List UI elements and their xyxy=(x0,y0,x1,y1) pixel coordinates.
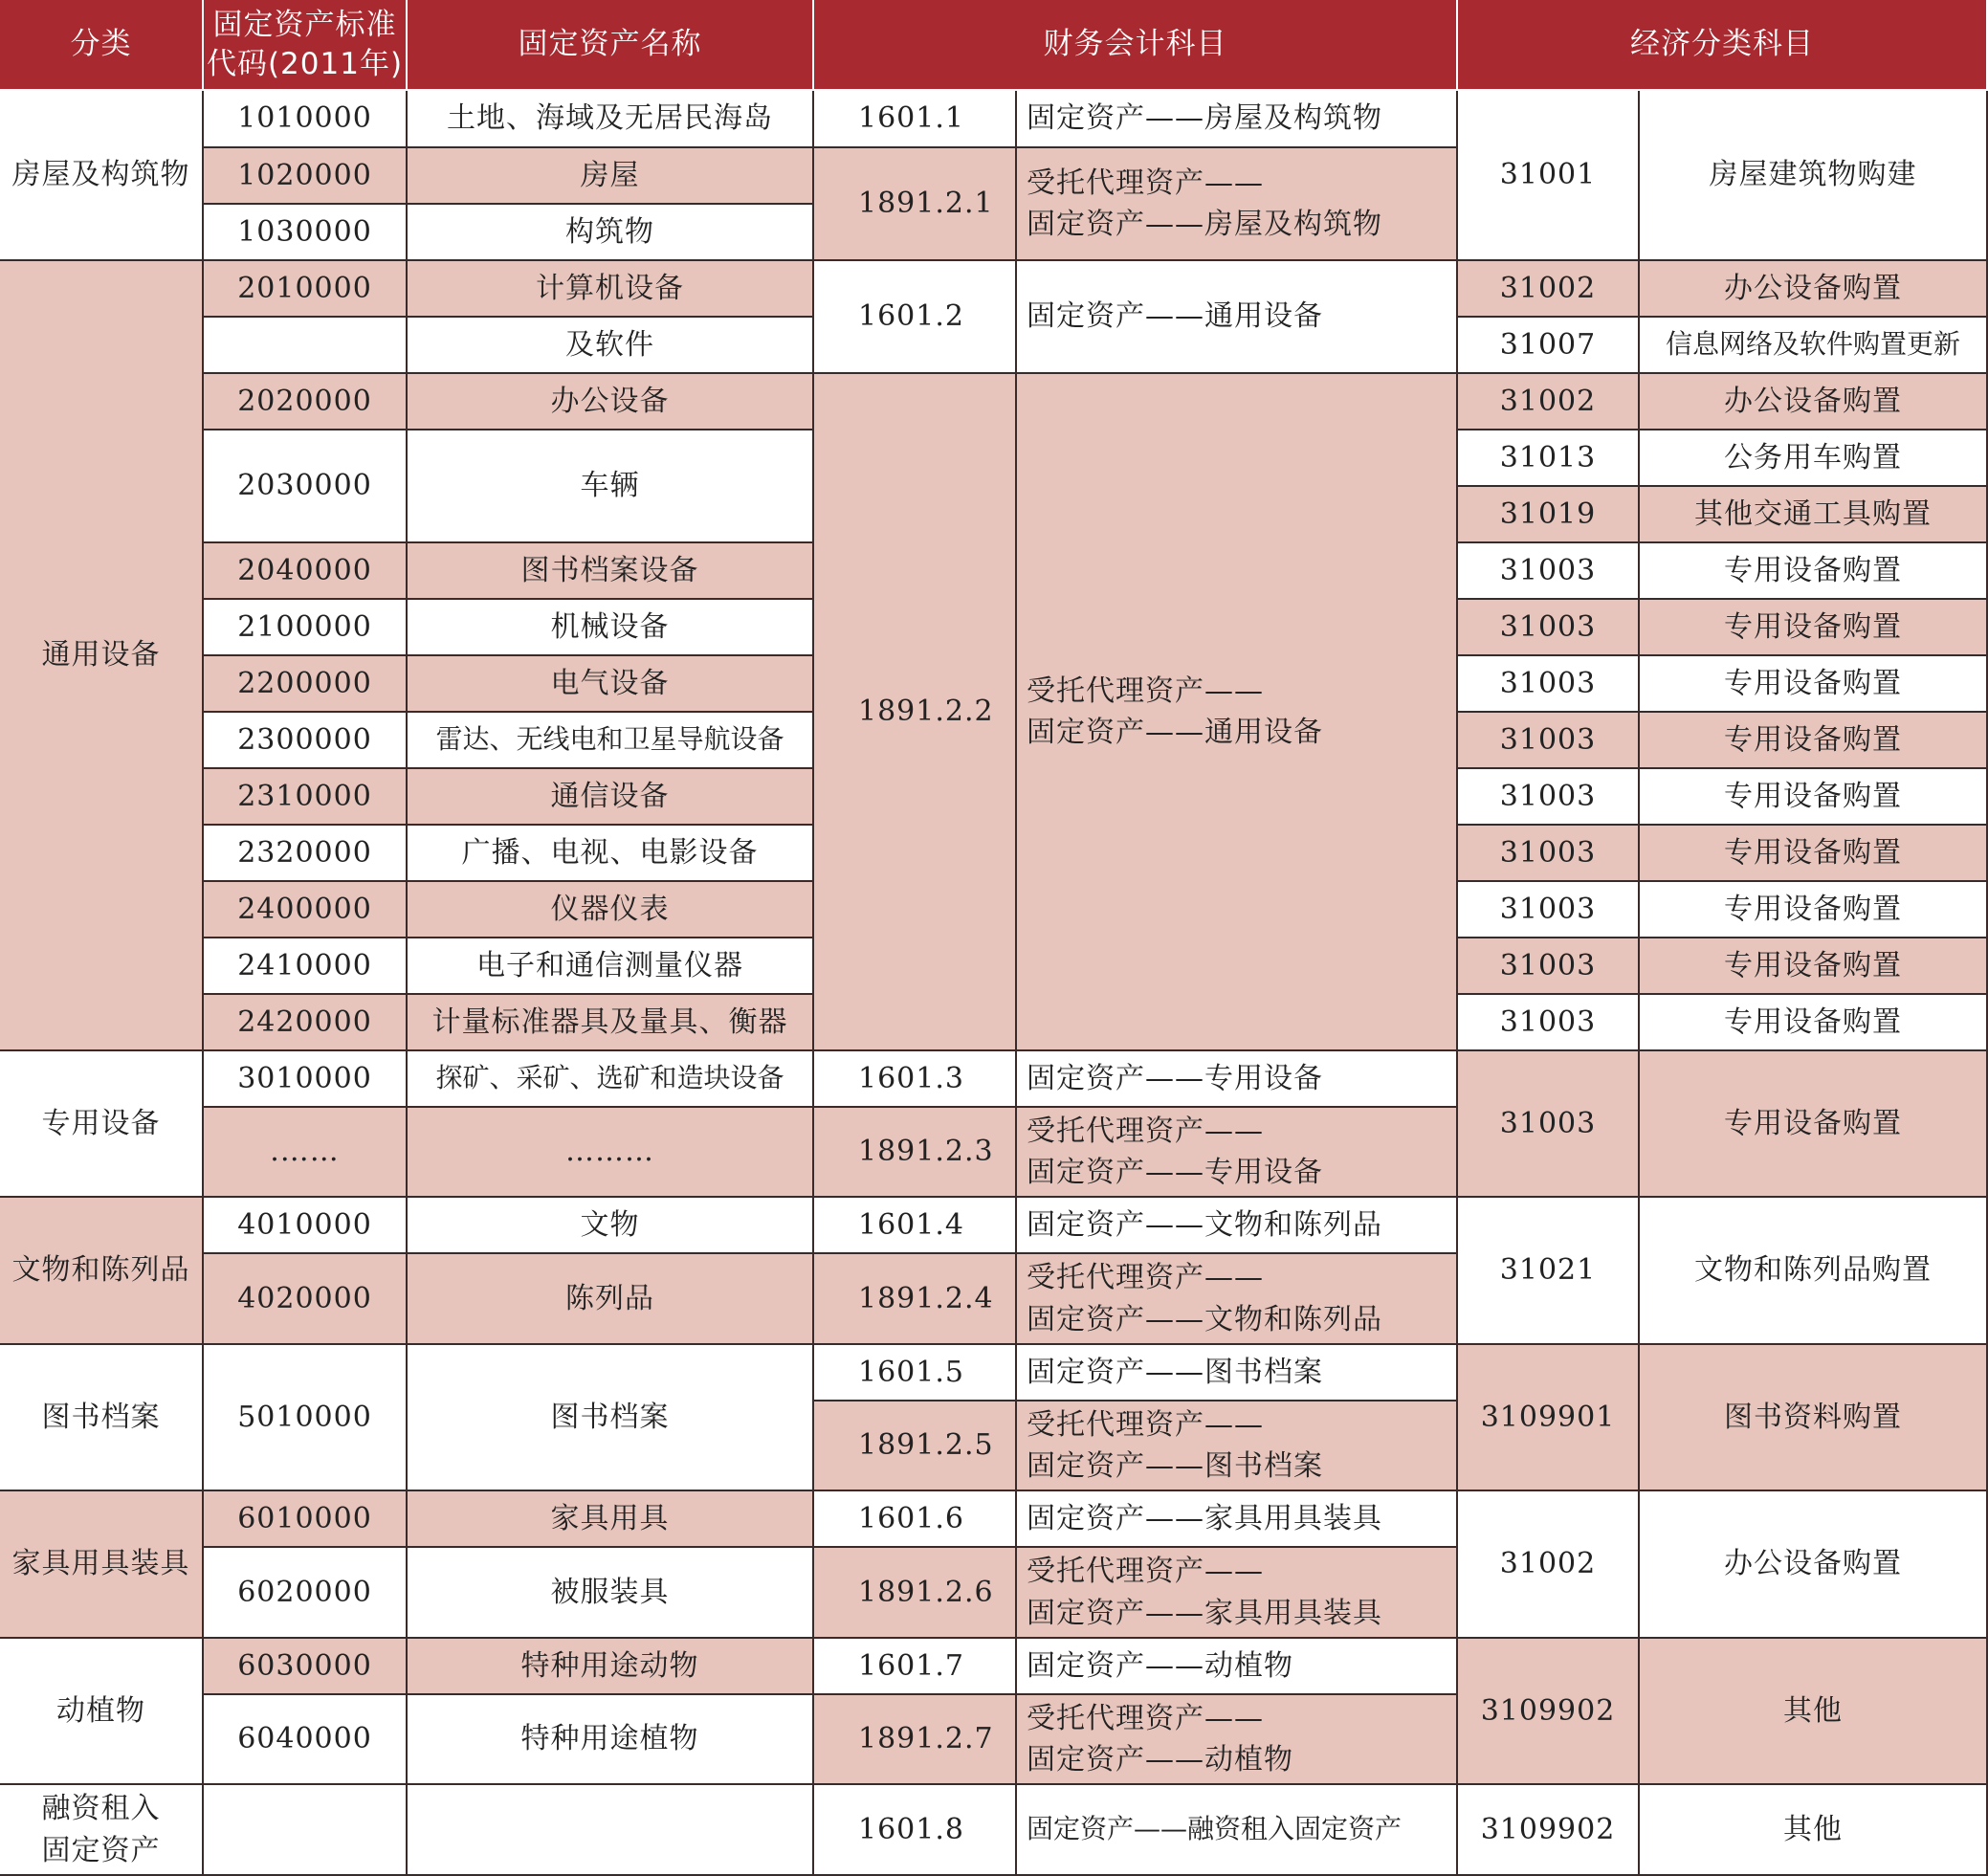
category-cell: 图书档案 xyxy=(0,1345,204,1491)
standard-code-cell: 2400000 xyxy=(204,882,408,938)
standard-code-cell xyxy=(204,318,408,374)
asset-name-cell: 办公设备 xyxy=(408,374,814,430)
account-code-cell: 1601.8 xyxy=(814,1785,1017,1876)
account-code-cell: 1601.6 xyxy=(814,1491,1017,1548)
asset-name-cell: 及软件 xyxy=(408,318,814,374)
economic-name-cell: 专用设备购置 xyxy=(1640,543,1988,600)
header-category: 分类 xyxy=(0,0,204,91)
standard-code-cell: 2030000 xyxy=(204,430,408,543)
header-asset-name: 固定资产名称 xyxy=(408,0,814,91)
category-cell: 专用设备 xyxy=(0,1051,204,1198)
account-name-cell: 受托代理资产—— 固定资产——通用设备 xyxy=(1017,374,1458,1051)
account-name-cell: 受托代理资产—— 固定资产——动植物 xyxy=(1017,1695,1458,1785)
economic-code-cell: 31003 xyxy=(1458,938,1640,995)
economic-code-cell: 31003 xyxy=(1458,995,1640,1051)
header-financial-account: 财务会计科目 xyxy=(814,0,1458,91)
economic-name-cell: 信息网络及软件购置更新 xyxy=(1640,318,1988,374)
standard-code-cell: 1020000 xyxy=(204,148,408,205)
account-name-cell: 固定资产——融资租入固定资产 xyxy=(1017,1785,1458,1876)
asset-name-cell: 构筑物 xyxy=(408,205,814,261)
economic-code-cell: 31003 xyxy=(1458,826,1640,882)
account-name-cell: 受托代理资产—— 固定资产——文物和陈列品 xyxy=(1017,1254,1458,1345)
asset-name-cell xyxy=(408,1785,814,1876)
standard-code-cell: 2020000 xyxy=(204,374,408,430)
economic-name-cell: 公务用车购置 xyxy=(1640,430,1988,487)
account-name-cell: 受托代理资产—— 固定资产——图书档案 xyxy=(1017,1401,1458,1491)
account-name-cell: 受托代理资产—— 固定资产——专用设备 xyxy=(1017,1108,1458,1198)
asset-name-cell: 电气设备 xyxy=(408,656,814,713)
economic-name-cell: 专用设备购置 xyxy=(1640,713,1988,769)
standard-code-cell: 4010000 xyxy=(204,1198,408,1254)
standard-code-cell: .…… xyxy=(204,1108,408,1198)
economic-name-cell: 专用设备购置 xyxy=(1640,600,1988,656)
standard-code-cell: 6040000 xyxy=(204,1695,408,1785)
asset-name-cell: 特种用途植物 xyxy=(408,1695,814,1785)
economic-code-cell: 31019 xyxy=(1458,487,1640,543)
economic-name-cell: 专用设备购置 xyxy=(1640,882,1988,938)
account-code-cell: 1891.2.4 xyxy=(814,1254,1017,1345)
standard-code-cell: 2320000 xyxy=(204,826,408,882)
economic-name-cell: 专用设备购置 xyxy=(1640,938,1988,995)
standard-code-cell: 2420000 xyxy=(204,995,408,1051)
economic-code-cell: 3109902 xyxy=(1458,1785,1640,1876)
economic-code-cell: 31003 xyxy=(1458,713,1640,769)
account-code-cell: 1891.2.3 xyxy=(814,1108,1017,1198)
economic-code-cell: 3109902 xyxy=(1458,1639,1640,1785)
asset-name-cell: ……… xyxy=(408,1108,814,1198)
account-name-cell: 固定资产——图书档案 xyxy=(1017,1345,1458,1401)
asset-name-cell: 计量标准器具及量具、衡器 xyxy=(408,995,814,1051)
asset-name-cell: 被服装具 xyxy=(408,1548,814,1639)
account-code-cell: 1601.2 xyxy=(814,261,1017,374)
asset-name-cell: 探矿、采矿、选矿和造块设备 xyxy=(408,1051,814,1108)
category-cell: 家具用具装具 xyxy=(0,1491,204,1639)
account-code-cell: 1891.2.5 xyxy=(814,1401,1017,1491)
account-code-cell: 1891.2.2 xyxy=(814,374,1017,1051)
account-name-cell: 固定资产——动植物 xyxy=(1017,1639,1458,1695)
asset-name-cell: 图书档案 xyxy=(408,1345,814,1491)
economic-name-cell: 专用设备购置 xyxy=(1640,1051,1988,1198)
asset-name-cell: 家具用具 xyxy=(408,1491,814,1548)
economic-code-cell: 31003 xyxy=(1458,656,1640,713)
standard-code-cell: 2040000 xyxy=(204,543,408,600)
category-cell: 动植物 xyxy=(0,1639,204,1785)
economic-name-cell: 专用设备购置 xyxy=(1640,656,1988,713)
economic-code-cell: 31003 xyxy=(1458,600,1640,656)
header-standard-code: 固定资产标准 代码(2011年) xyxy=(204,0,408,91)
economic-code-cell: 31007 xyxy=(1458,318,1640,374)
account-name-cell: 受托代理资产—— 固定资产——家具用具装具 xyxy=(1017,1548,1458,1639)
standard-code-cell xyxy=(204,1785,408,1876)
economic-name-cell: 文物和陈列品购置 xyxy=(1640,1198,1988,1345)
economic-code-cell: 31021 xyxy=(1458,1198,1640,1345)
asset-name-cell: 图书档案设备 xyxy=(408,543,814,600)
standard-code-cell: 2200000 xyxy=(204,656,408,713)
economic-code-cell: 31003 xyxy=(1458,543,1640,600)
economic-code-cell: 31003 xyxy=(1458,1051,1640,1198)
economic-code-cell: 31003 xyxy=(1458,882,1640,938)
account-name-cell: 固定资产——家具用具装具 xyxy=(1017,1491,1458,1548)
account-code-cell: 1601.4 xyxy=(814,1198,1017,1254)
asset-name-cell: 雷达、无线电和卫星导航设备 xyxy=(408,713,814,769)
economic-code-cell: 31003 xyxy=(1458,769,1640,826)
account-name-cell: 固定资产——房屋及构筑物 xyxy=(1017,91,1458,148)
asset-name-cell: 特种用途动物 xyxy=(408,1639,814,1695)
account-name-cell: 固定资产——文物和陈列品 xyxy=(1017,1198,1458,1254)
account-name-cell: 受托代理资产—— 固定资产——房屋及构筑物 xyxy=(1017,148,1458,261)
economic-name-cell: 其他 xyxy=(1640,1785,1988,1876)
economic-code-cell: 31001 xyxy=(1458,91,1640,261)
account-code-cell: 1601.5 xyxy=(814,1345,1017,1401)
standard-code-cell: 6010000 xyxy=(204,1491,408,1548)
account-code-cell: 1601.7 xyxy=(814,1639,1017,1695)
economic-name-cell: 专用设备购置 xyxy=(1640,826,1988,882)
account-code-cell: 1891.2.7 xyxy=(814,1695,1017,1785)
standard-code-cell: 6020000 xyxy=(204,1548,408,1639)
standard-code-cell: 2310000 xyxy=(204,769,408,826)
economic-code-cell: 31002 xyxy=(1458,1491,1640,1639)
standard-code-cell: 4020000 xyxy=(204,1254,408,1345)
account-code-cell: 1601.1 xyxy=(814,91,1017,148)
category-cell: 融资租入 固定资产 xyxy=(0,1785,204,1876)
economic-name-cell: 其他 xyxy=(1640,1639,1988,1785)
standard-code-cell: 2410000 xyxy=(204,938,408,995)
asset-name-cell: 机械设备 xyxy=(408,600,814,656)
standard-code-cell: 6030000 xyxy=(204,1639,408,1695)
economic-name-cell: 其他交通工具购置 xyxy=(1640,487,1988,543)
standard-code-cell: 1010000 xyxy=(204,91,408,148)
standard-code-cell: 5010000 xyxy=(204,1345,408,1491)
standard-code-cell: 3010000 xyxy=(204,1051,408,1108)
standard-code-cell: 2300000 xyxy=(204,713,408,769)
asset-name-cell: 房屋 xyxy=(408,148,814,205)
asset-name-cell: 土地、海域及无居民海岛 xyxy=(408,91,814,148)
account-name-cell: 固定资产——专用设备 xyxy=(1017,1051,1458,1108)
economic-name-cell: 办公设备购置 xyxy=(1640,374,1988,430)
economic-name-cell: 专用设备购置 xyxy=(1640,769,1988,826)
economic-name-cell: 图书资料购置 xyxy=(1640,1345,1988,1491)
economic-name-cell: 办公设备购置 xyxy=(1640,261,1988,318)
economic-code-cell: 31002 xyxy=(1458,374,1640,430)
asset-name-cell: 电子和通信测量仪器 xyxy=(408,938,814,995)
asset-name-cell: 广播、电视、电影设备 xyxy=(408,826,814,882)
asset-name-cell: 陈列品 xyxy=(408,1254,814,1345)
economic-code-cell: 31013 xyxy=(1458,430,1640,487)
header-economic-class: 经济分类科目 xyxy=(1458,0,1988,91)
standard-code-cell: 1030000 xyxy=(204,205,408,261)
asset-name-cell: 车辆 xyxy=(408,430,814,543)
asset-name-cell: 仪器仪表 xyxy=(408,882,814,938)
account-code-cell: 1601.3 xyxy=(814,1051,1017,1108)
account-code-cell: 1891.2.1 xyxy=(814,148,1017,261)
category-cell: 房屋及构筑物 xyxy=(0,91,204,261)
asset-name-cell: 计算机设备 xyxy=(408,261,814,318)
economic-code-cell: 3109901 xyxy=(1458,1345,1640,1491)
economic-name-cell: 房屋建筑物购建 xyxy=(1640,91,1988,261)
economic-name-cell: 办公设备购置 xyxy=(1640,1491,1988,1639)
asset-name-cell: 通信设备 xyxy=(408,769,814,826)
economic-code-cell: 31002 xyxy=(1458,261,1640,318)
category-cell: 文物和陈列品 xyxy=(0,1198,204,1345)
category-cell: 通用设备 xyxy=(0,261,204,1051)
standard-code-cell: 2100000 xyxy=(204,600,408,656)
account-name-cell: 固定资产——通用设备 xyxy=(1017,261,1458,374)
economic-name-cell: 专用设备购置 xyxy=(1640,995,1988,1051)
account-code-cell: 1891.2.6 xyxy=(814,1548,1017,1639)
standard-code-cell: 2010000 xyxy=(204,261,408,318)
asset-name-cell: 文物 xyxy=(408,1198,814,1254)
